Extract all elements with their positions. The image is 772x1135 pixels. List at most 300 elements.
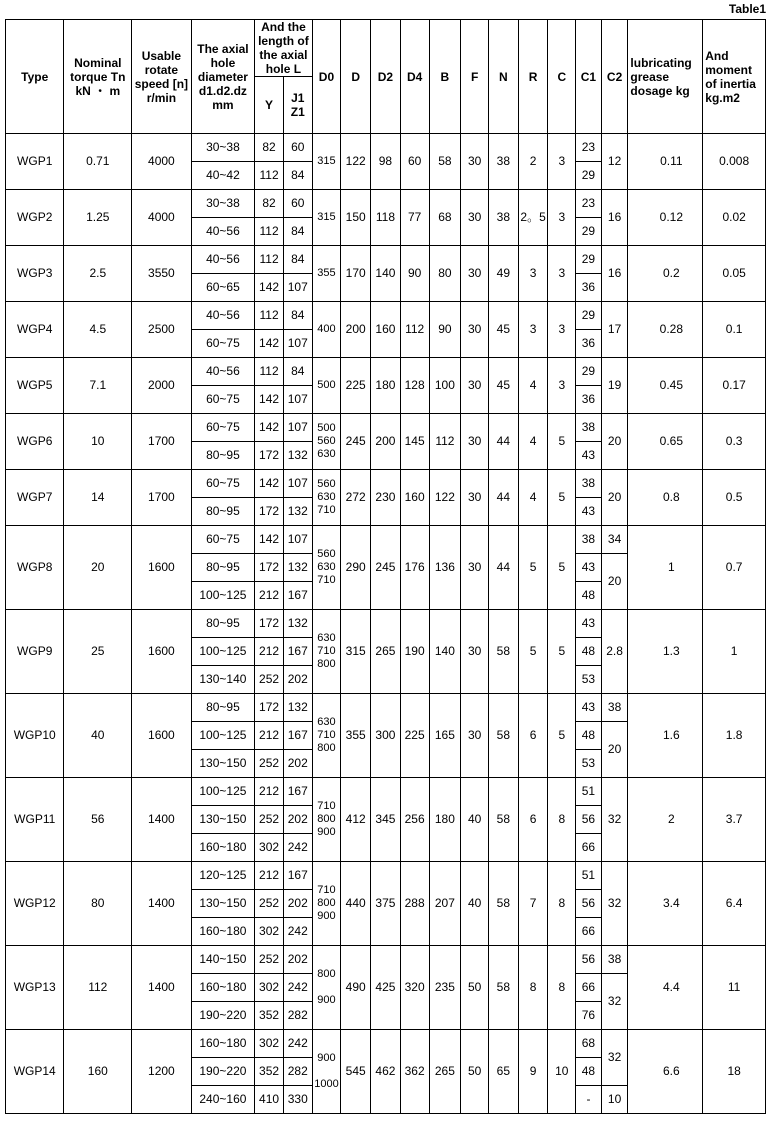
cell-c1: 43 [576,610,602,638]
cell-y: 172 [255,498,284,526]
cell-y: 142 [255,526,284,554]
cell-j1z1: 167 [283,778,312,806]
cell-j1z1: 132 [283,610,312,638]
table-row [6,190,766,218]
cell-d2: 180 [371,358,401,414]
cell-grease: 0.2 [628,246,703,302]
cell-d: 440 [341,862,371,946]
header-c1: C1 [576,20,602,134]
cell-b: 90 [429,302,461,358]
cell-j1z1: 202 [283,666,312,694]
cell-y: 252 [255,946,284,974]
cell-grease: 0.8 [628,470,703,526]
cell-d2: 462 [371,1030,401,1114]
cell-c1: 66 [576,834,602,862]
cell-inertia: 18 [703,1030,766,1114]
cell-c: 3 [548,134,576,190]
cell-c2: 20 [601,722,628,778]
cell-c1: 36 [576,274,602,302]
cell-type: WGP3 [6,246,64,302]
cell-j1z1: 167 [283,722,312,750]
cell-n: 38 [488,190,518,246]
cell-d4: 160 [400,470,429,526]
cell-c1: 48 [576,582,602,610]
cell-inertia: 1 [703,610,766,694]
cell-y: 252 [255,750,284,778]
cell-y: 352 [255,1058,284,1086]
cell-f: 30 [461,134,489,190]
cell-type: WGP9 [6,610,64,694]
cell-diameter: 60~75 [191,470,255,498]
cell-j1z1: 202 [283,946,312,974]
cell-r: 7 [518,862,548,946]
cell-d4: 90 [400,246,429,302]
cell-d0: 355 [312,246,341,302]
cell-d: 200 [341,302,371,358]
cell-d: 315 [341,610,371,694]
cell-speed: 1400 [132,778,191,862]
cell-grease: 1 [628,526,703,610]
header-y: Y [255,77,284,134]
cell-diameter: 80~95 [191,442,255,470]
cell-n: 44 [488,470,518,526]
cell-y: 82 [255,190,284,218]
cell-d0: 900 1000 [312,1030,341,1114]
header-f: F [461,20,489,134]
cell-r: 9 [518,1030,548,1114]
cell-j1z1: 167 [283,638,312,666]
cell-j1z1: 242 [283,1030,312,1058]
cell-grease: 0.28 [628,302,703,358]
cell-diameter: 130~150 [191,890,255,918]
cell-j1z1: 202 [283,890,312,918]
cell-r: 3 [518,302,548,358]
cell-d0: 560 630 710 [312,470,341,526]
cell-diameter: 100~125 [191,778,255,806]
cell-c1: 29 [576,302,602,330]
cell-y: 212 [255,778,284,806]
header-r: R [518,20,548,134]
cell-y: 212 [255,862,284,890]
cell-j1z1: 107 [283,386,312,414]
cell-d2: 230 [371,470,401,526]
cell-j1z1: 84 [283,246,312,274]
cell-y: 302 [255,974,284,1002]
cell-c2: 2.8 [601,610,628,694]
cell-j1z1: 202 [283,750,312,778]
cell-c1: 66 [576,974,602,1002]
cell-c1: 23 [576,190,602,218]
cell-diameter: 130~150 [191,750,255,778]
cell-diameter: 190~220 [191,1002,255,1030]
cell-n: 49 [488,246,518,302]
cell-diameter: 80~95 [191,498,255,526]
cell-y: 142 [255,414,284,442]
cell-j1z1: 84 [283,358,312,386]
cell-j1z1: 167 [283,582,312,610]
cell-y: 302 [255,834,284,862]
cell-c1: 43 [576,498,602,526]
cell-speed: 3550 [132,246,191,302]
cell-n: 45 [488,358,518,414]
cell-r: 2 [518,134,548,190]
cell-type: WGP7 [6,470,64,526]
cell-diameter: 40~56 [191,218,255,246]
cell-c1: 38 [576,470,602,498]
cell-y: 252 [255,890,284,918]
cell-inertia: 0.5 [703,470,766,526]
cell-d0: 710 800 900 [312,862,341,946]
cell-diameter: 40~42 [191,162,255,190]
header-b: B [429,20,461,134]
header-d4: D4 [400,20,429,134]
cell-speed: 1600 [132,610,191,694]
header-n: N [488,20,518,134]
cell-c1: 48 [576,722,602,750]
cell-y: 142 [255,470,284,498]
cell-r: 3 [518,246,548,302]
cell-c2: 32 [601,974,628,1030]
cell-diameter: 160~180 [191,974,255,1002]
cell-y: 112 [255,358,284,386]
cell-y: 172 [255,554,284,582]
cell-c1: 48 [576,638,602,666]
cell-c: 5 [548,610,576,694]
cell-n: 58 [488,694,518,778]
cell-c2: 38 [601,694,628,722]
cell-diameter: 190~220 [191,1058,255,1086]
cell-d0: 630 710 800 [312,694,341,778]
cell-j1z1: 242 [283,918,312,946]
cell-j1z1: 167 [283,862,312,890]
cell-y: 212 [255,638,284,666]
cell-d0: 630 710 800 [312,610,341,694]
cell-d4: 288 [400,862,429,946]
cell-diameter: 80~95 [191,610,255,638]
cell-grease: 0.11 [628,134,703,190]
cell-d0: 400 [312,302,341,358]
cell-c1: 51 [576,778,602,806]
cell-c1: 66 [576,918,602,946]
cell-d: 355 [341,694,371,778]
cell-c2: 19 [601,358,628,414]
cell-c: 8 [548,862,576,946]
cell-j1z1: 132 [283,498,312,526]
table-caption: Table1 [728,2,766,16]
cell-c: 10 [548,1030,576,1114]
cell-d2: 118 [371,190,401,246]
cell-torque: 25 [64,610,132,694]
header-grease: lubricating grease dosage kg [628,20,703,134]
cell-diameter: 130~150 [191,806,255,834]
cell-type: WGP12 [6,862,64,946]
header-d: D [341,20,371,134]
cell-c1: 56 [576,946,602,974]
cell-torque: 40 [64,694,132,778]
cell-r: 5 [518,610,548,694]
cell-d: 122 [341,134,371,190]
cell-c1: 43 [576,694,602,722]
cell-d: 225 [341,358,371,414]
cell-y: 302 [255,1030,284,1058]
table-row [6,302,766,330]
table-row [6,134,766,162]
cell-j1z1: 84 [283,302,312,330]
header-j1z1: J1 Z1 [283,77,312,134]
cell-diameter: 60~75 [191,526,255,554]
cell-type: WGP4 [6,302,64,358]
cell-b: 180 [429,778,461,862]
cell-y: 172 [255,442,284,470]
cell-diameter: 100~125 [191,638,255,666]
cell-c2: 17 [601,302,628,358]
cell-torque: 56 [64,778,132,862]
table-row [6,526,766,554]
cell-d2: 425 [371,946,401,1030]
cell-r: 6 [518,778,548,862]
cell-c2: 38 [601,946,628,974]
cell-j1z1: 107 [283,470,312,498]
cell-diameter: 100~125 [191,582,255,610]
cell-torque: 7.1 [64,358,132,414]
cell-y: 172 [255,694,284,722]
cell-torque: 160 [64,1030,132,1114]
cell-speed: 1600 [132,694,191,778]
cell-n: 58 [488,862,518,946]
cell-diameter: 80~95 [191,694,255,722]
cell-speed: 2500 [132,302,191,358]
cell-c1: 29 [576,162,602,190]
cell-d0: 500 560 630 [312,414,341,470]
cell-grease: 2 [628,778,703,862]
cell-c1: 53 [576,666,602,694]
cell-diameter: 40~56 [191,358,255,386]
cell-y: 142 [255,386,284,414]
cell-speed: 1700 [132,414,191,470]
cell-d4: 145 [400,414,429,470]
cell-d2: 200 [371,414,401,470]
cell-d4: 362 [400,1030,429,1114]
cell-d2: 375 [371,862,401,946]
cell-grease: 0.12 [628,190,703,246]
cell-j1z1: 282 [283,1002,312,1030]
cell-inertia: 0.1 [703,302,766,358]
cell-speed: 1400 [132,862,191,946]
cell-d4: 128 [400,358,429,414]
header-inertia: And moment of inertia kg.m2 [703,20,766,134]
cell-d2: 245 [371,526,401,610]
cell-diameter: 240~160 [191,1086,255,1114]
cell-type: WGP8 [6,526,64,610]
cell-inertia: 0.7 [703,526,766,610]
cell-d0: 800 900 [312,946,341,1030]
cell-c: 3 [548,246,576,302]
cell-torque: 112 [64,946,132,1030]
cell-torque: 0.71 [64,134,132,190]
table-row [6,862,766,890]
cell-inertia: 3.7 [703,778,766,862]
table-row [6,470,766,498]
cell-d: 170 [341,246,371,302]
cell-diameter: 80~95 [191,554,255,582]
cell-speed: 4000 [132,190,191,246]
cell-diameter: 140~150 [191,946,255,974]
cell-type: WGP1 [6,134,64,190]
cell-d4: 176 [400,526,429,610]
cell-y: 410 [255,1086,284,1114]
cell-diameter: 60~75 [191,386,255,414]
cell-j1z1: 132 [283,442,312,470]
cell-j1z1: 202 [283,806,312,834]
cell-diameter: 40~56 [191,246,255,274]
cell-c2: 32 [601,778,628,862]
cell-diameter: 120~125 [191,862,255,890]
cell-c1: 56 [576,806,602,834]
cell-d0: 560 630 710 [312,526,341,610]
cell-c: 5 [548,414,576,470]
cell-b: 80 [429,246,461,302]
cell-c1: 76 [576,1002,602,1030]
cell-b: 140 [429,610,461,694]
cell-c: 5 [548,526,576,610]
cell-diameter: 40~56 [191,302,255,330]
cell-b: 112 [429,414,461,470]
cell-d: 490 [341,946,371,1030]
cell-c2: 10 [601,1086,628,1114]
cell-c: 3 [548,190,576,246]
cell-c: 8 [548,946,576,1030]
cell-y: 252 [255,666,284,694]
cell-j1z1: 107 [283,414,312,442]
table-row [6,246,766,274]
cell-y: 82 [255,134,284,162]
cell-f: 30 [461,246,489,302]
cell-y: 112 [255,218,284,246]
cell-r: 4 [518,358,548,414]
cell-speed: 2000 [132,358,191,414]
table-row [6,778,766,806]
cell-type: WGP5 [6,358,64,414]
cell-c2: 12 [601,134,628,190]
cell-y: 212 [255,582,284,610]
cell-f: 40 [461,778,489,862]
cell-b: 136 [429,526,461,610]
cell-diameter: 30~38 [191,190,255,218]
cell-c1: 29 [576,358,602,386]
table-row [6,946,766,974]
cell-speed: 1700 [132,470,191,526]
cell-c1: 36 [576,386,602,414]
cell-diameter: 160~180 [191,1030,255,1058]
table-row [6,610,766,638]
cell-n: 44 [488,414,518,470]
cell-type: WGP10 [6,694,64,778]
cell-c1: 38 [576,526,602,554]
cell-y: 142 [255,274,284,302]
cell-f: 30 [461,470,489,526]
cell-y: 302 [255,918,284,946]
table-row [6,1030,766,1058]
cell-grease: 3.4 [628,862,703,946]
cell-y: 352 [255,1002,284,1030]
cell-grease: 0.45 [628,358,703,414]
cell-f: 40 [461,862,489,946]
cell-torque: 14 [64,470,132,526]
cell-inertia: 0.17 [703,358,766,414]
cell-j1z1: 107 [283,526,312,554]
cell-c2: 34 [601,526,628,554]
cell-n: 58 [488,946,518,1030]
cell-f: 30 [461,190,489,246]
cell-d4: 77 [400,190,429,246]
cell-b: 100 [429,358,461,414]
cell-c: 3 [548,302,576,358]
header-type: Type [6,20,64,134]
cell-b: 235 [429,946,461,1030]
cell-f: 30 [461,610,489,694]
cell-f: 30 [461,526,489,610]
cell-b: 265 [429,1030,461,1114]
cell-j1z1: 60 [283,190,312,218]
table-row [6,414,766,442]
cell-f: 30 [461,414,489,470]
cell-d2: 98 [371,134,401,190]
cell-c1: 43 [576,554,602,582]
cell-c: 8 [548,778,576,862]
cell-d0: 315 [312,190,341,246]
cell-n: 44 [488,526,518,610]
cell-d4: 60 [400,134,429,190]
cell-type: WGP14 [6,1030,64,1114]
cell-speed: 1200 [132,1030,191,1114]
cell-r: 6 [518,694,548,778]
cell-c2: 20 [601,414,628,470]
cell-b: 58 [429,134,461,190]
cell-c1: - [576,1086,602,1114]
cell-c1: 51 [576,862,602,890]
cell-d: 245 [341,414,371,470]
cell-j1z1: 132 [283,694,312,722]
cell-r: 2。5 [518,190,548,246]
header-row [6,20,766,77]
cell-type: WGP13 [6,946,64,1030]
cell-d: 545 [341,1030,371,1114]
cell-c1: 53 [576,750,602,778]
cell-f: 30 [461,694,489,778]
cell-torque: 1.25 [64,190,132,246]
cell-c1: 23 [576,134,602,162]
cell-grease: 0.65 [628,414,703,470]
cell-j1z1: 282 [283,1058,312,1086]
cell-y: 112 [255,246,284,274]
cell-c1: 29 [576,246,602,274]
cell-y: 172 [255,610,284,638]
cell-r: 5 [518,526,548,610]
table-row [6,694,766,722]
cell-torque: 2.5 [64,246,132,302]
cell-c1: 38 [576,414,602,442]
cell-c1: 36 [576,330,602,358]
cell-b: 165 [429,694,461,778]
cell-d4: 256 [400,778,429,862]
header-c2: C2 [601,20,628,134]
cell-d4: 225 [400,694,429,778]
cell-j1z1: 107 [283,274,312,302]
cell-b: 68 [429,190,461,246]
cell-diameter: 160~180 [191,918,255,946]
cell-f: 50 [461,946,489,1030]
cell-inertia: 11 [703,946,766,1030]
